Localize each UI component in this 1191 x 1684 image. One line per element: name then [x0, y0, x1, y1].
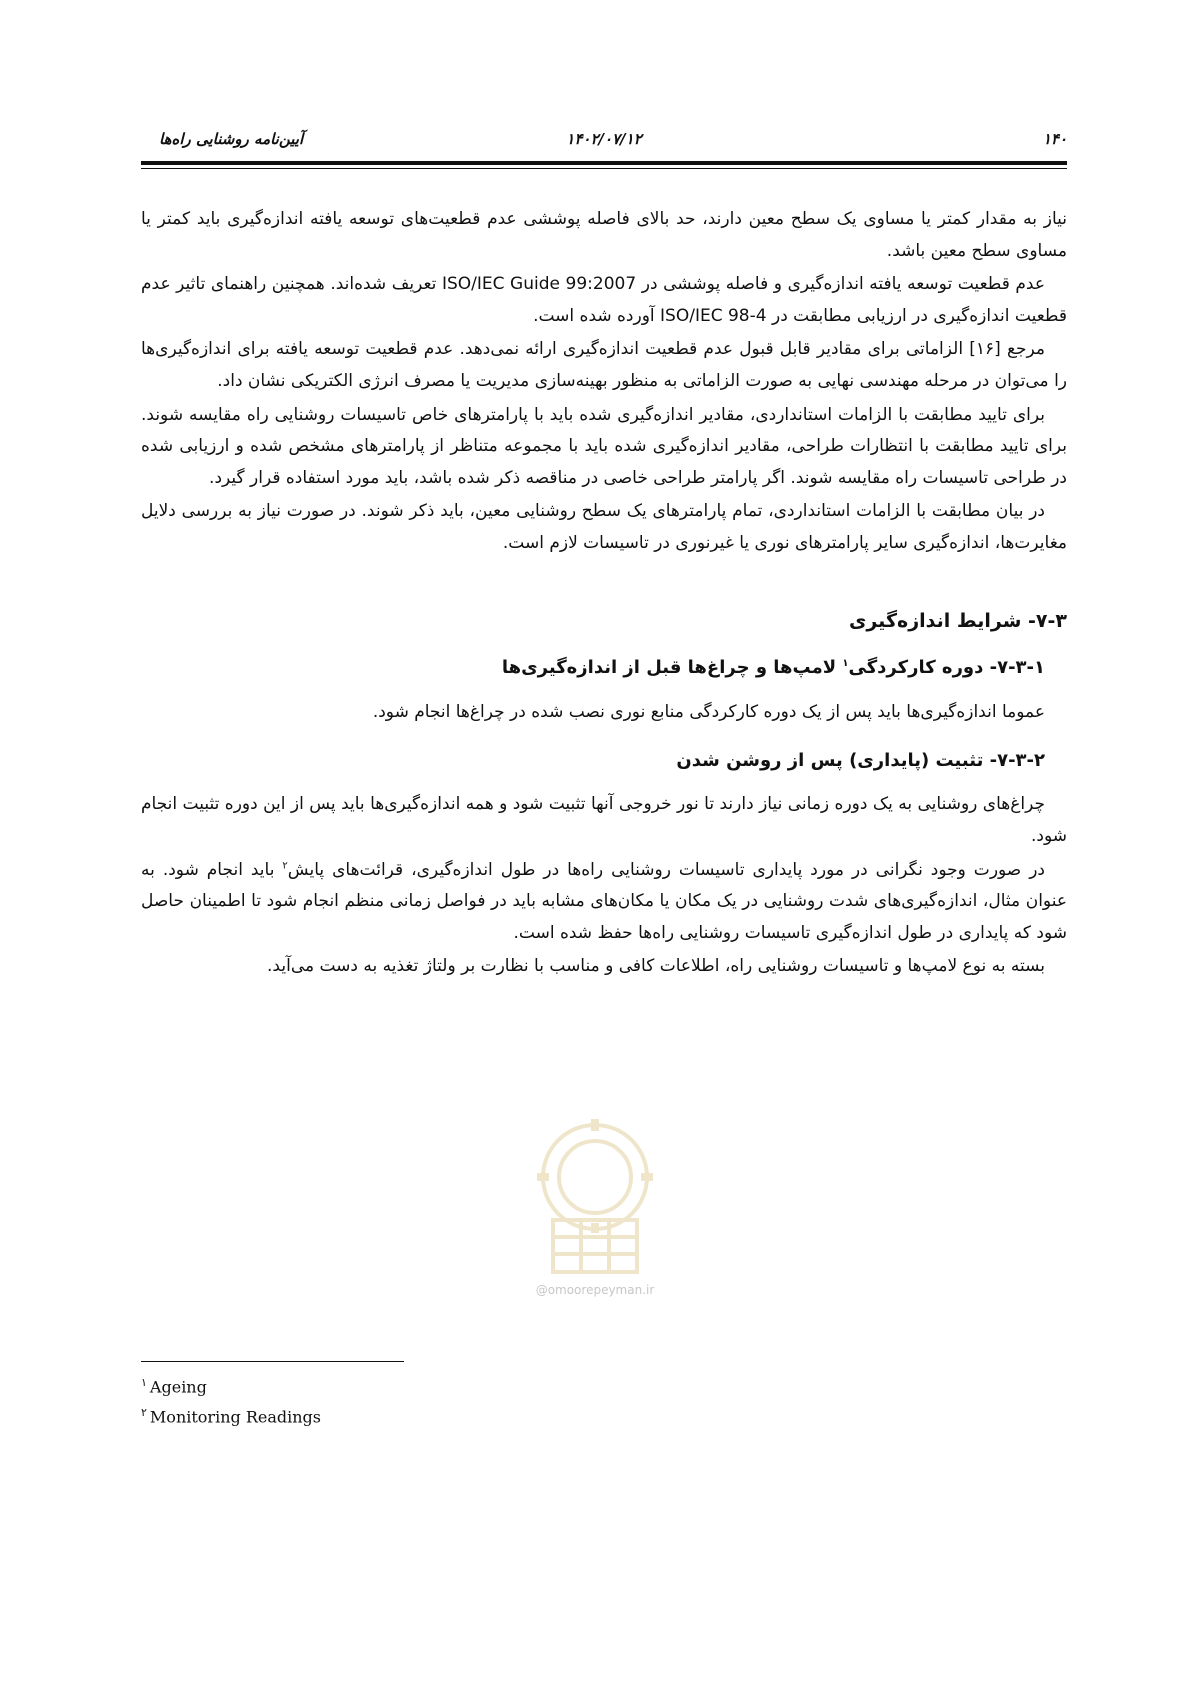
header-title: آیین‌نامه روشنایی راه‌ها	[159, 130, 304, 148]
paragraph: نیاز به مقدار کمتر یا مساوی یک سطح معین دارند، حد بالای فاصله پوششی عدم قطعیت‌های توسعه یافته اندازه‌گیری باید کمتر یا مساوی سطح معین باشد.	[141, 209, 1067, 261]
paragraph	[141, 855, 1067, 950]
paragraph: در بیان مطابقت با الزامات استانداردی، تمام پارامترهای یک سطح روشنایی معین، باید ذکر شوند. در صورت نیاز به بررسی دلایل مغایرت‌ها، اندازه‌گیری سایر پارامترهای نوری یا غیرنوری در تاسیسات لازم است.	[141, 501, 1067, 554]
footnote-number: ۲	[141, 1406, 147, 1420]
running-header	[141, 130, 1067, 152]
watermark-logo-icon	[523, 1115, 668, 1280]
paragraph: مرجع [۱۶] الزاماتی برای مقادیر قابل قبول عدم قطعیت اندازه‌گیری ارائه نمی‌دهد. عدم قطعیت توسعه یافته برای اندازه‌گیری‌ها را می‌توان در مرحله مهندسی نهایی به صورت الزاماتی به منظور بهینه‌سازی مدیریت یا مصرف انرژی الکتریکی نشان داد.	[141, 339, 1067, 392]
footnote-item	[141, 1376, 321, 1396]
paragraph: برای تایید مطابقت با الزامات استانداردی، مقادیر اندازه‌گیری شده باید با پارامترهای خاص تاسیسات روشنایی راه مقایسه شوند. برای تایید مطابقت با انتظارات طراحی، مقادیر اندازه‌گیری شده باید با مجموعه متناظر از پارامترهای مشخص شده و ارزیابی شده در طراحی تاسیسات راه مقایسه شوند. اگر پارامتر طراحی خاصی در مناقصه ذکر شده باشد، باید مورد استفاده قرار گیرد.	[141, 404, 1067, 488]
subsection-heading: ۷-۳-۲- تثبیت (پایداری) پس از روشن شدن	[676, 749, 1045, 771]
paragraph-part: باید انجام شود. به عنوان مثال، اندازه‌گیری‌های شدت روشنایی در یک مکان یا مکان‌های مشابه باید در فواصل زمانی منظم انجام شود تا اطمینان حاصل شود که پایداری در طول اندازه‌گیری تاسیسات روشنایی راه‌ها حفظ شده است.	[141, 859, 1067, 943]
footnote-ref: ۲	[282, 859, 288, 871]
footnote-item	[141, 1406, 321, 1426]
footnote-text: Ageing	[149, 1377, 207, 1397]
footnote-text: Monitoring Readings	[149, 1407, 321, 1427]
page-body	[141, 204, 1067, 985]
page-number: ۱۴۰	[1042, 130, 1067, 148]
header-rule-thin	[141, 168, 1067, 169]
section-heading: ۷-۳- شرایط اندازه‌گیری	[848, 609, 1067, 632]
paragraph: چراغ‌های روشنایی به یک دوره زمانی نیاز دارند تا نور خروجی آنها تثبیت شود و همه اندازه‌گیری‌ها باید پس از این دوره تثبیت انجام شود.	[141, 794, 1067, 846]
footnote-separator	[141, 1361, 404, 1362]
header-date: ۱۴۰۲/۰۷/۱۲	[566, 130, 642, 148]
footnote-number: ۱	[141, 1376, 147, 1389]
footnote-ref: ۱	[842, 658, 849, 670]
paragraph-part: در صورت وجود نگرانی در مورد پایداری تاسیسات روشنایی راه‌ها در طول اندازه‌گیری، قرائت‌های پایش	[287, 859, 1045, 880]
subsection-heading-part: ۷-۳-۱- دوره کارکردگی	[848, 657, 1045, 679]
subsection-heading	[141, 654, 1045, 683]
paragraph: عموما اندازه‌گیری‌ها باید پس از یک دوره کارکردگی منابع نوری نصب شده در چراغ‌ها انجام شود.	[372, 701, 1045, 722]
subsection-heading-part: لامپ‌ها و چراغ‌ها قبل از اندازه‌گیری‌ها	[501, 657, 843, 679]
footnotes	[141, 1376, 321, 1437]
watermark-url: @omoorepeyman.ir	[535, 1283, 655, 1297]
paragraph: بسته به نوع لامپ‌ها و تاسیسات روشنایی راه، اطلاعات کافی و مناسب با نظارت بر ولتاژ تغذیه به دست می‌آید.	[267, 956, 1045, 977]
paragraph: عدم قطعیت توسعه یافته اندازه‌گیری و فاصله پوششی در ISO/IEC Guide 99:2007 تعریف شده‌اند. همچنین راهنمای تاثیر عدم قطعیت اندازه‌گیری در ارزیابی مطابقت در ISO/IEC 98-4 آورده شده است.	[141, 274, 1067, 326]
header-rule-thick	[141, 161, 1067, 165]
